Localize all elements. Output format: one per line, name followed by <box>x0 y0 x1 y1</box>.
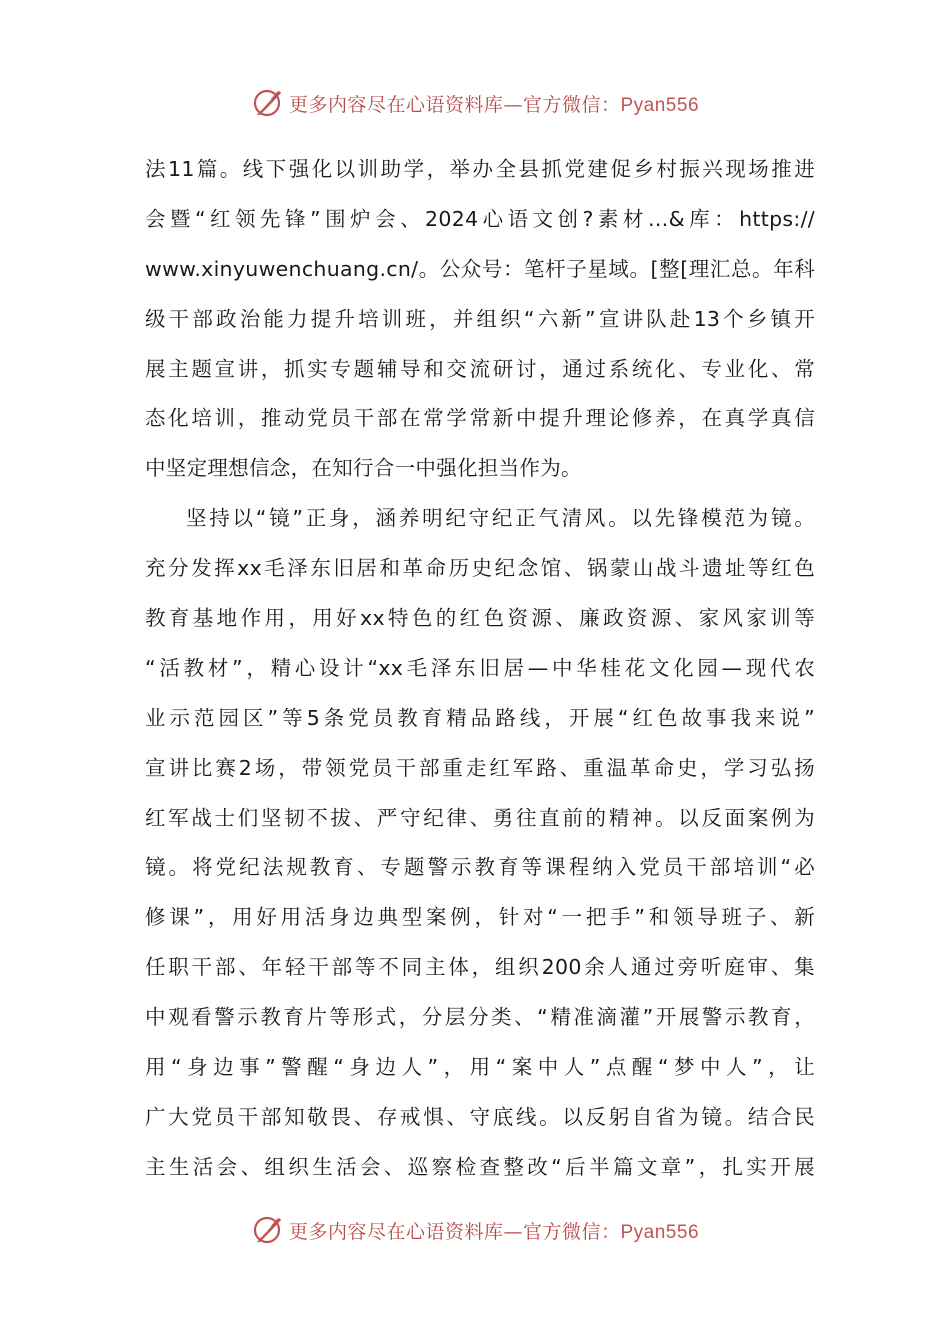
text-line: 镜。将党纪法规教育、专题警示教育等课程纳入党员干部培训“必 <box>145 855 815 880</box>
text-line: 宣讲比赛2场，带领党员干部重走红军路、重温革命史，学习弘扬 <box>145 755 815 780</box>
text-line: 广大党员干部知敬畏、存戒惧、守底线。以反躬自省为镜。结合民 <box>145 1104 815 1129</box>
text-line: 中观看警示教育片等形式，分层分类、“精准滴灌”开展警示教育， <box>145 1005 815 1030</box>
paragraph-1 <box>145 149 815 498</box>
text-line: 中坚定理想信念，在知行合一中强化担当作为。 <box>145 456 582 481</box>
paragraph-2 <box>145 498 815 1196</box>
text-line: 级干部政治能力提升培训班，并组织“六新”宣讲队赴13个乡镇开 <box>145 306 815 331</box>
text-line: 主生活会、组织生活会、巡察检查整改“后半篇文章”，扎实开展 <box>145 1154 815 1179</box>
footer-banner <box>0 1210 950 1250</box>
wechat-id: Pyan556 <box>620 1221 700 1243</box>
text-line: 修课”，用好用活身边典型案例，针对“一把手”和领导班子、新 <box>145 905 815 930</box>
text-line: 教育基地作用，用好xx特色的红色资源、廉政资源、家风家训等 <box>145 606 815 631</box>
footer-banner-text: 更多内容尽在心语资料库—官方微信：Pyan556 <box>288 1220 700 1243</box>
text-line: 业示范园区”等5条党员教育精品路线，开展“红色故事我来说” <box>145 705 815 730</box>
text-line: 法11篇。线下强化以训助学，举办全县抓党建促乡村振兴现场推进 <box>145 157 815 181</box>
text-line: 任职干部、年轻干部等不同主体，组织200余人通过旁听庭审、集 <box>145 955 815 980</box>
quill-pen-circle-icon <box>251 86 285 120</box>
text-line: “活教材”，精心设计“xx毛泽东旧居—中华桂花文化园—现代农 <box>145 655 815 680</box>
text-line: 坚持以“镜”正身，涵养明纪守纪正气清风。以先锋模范为镜。 <box>186 506 815 531</box>
text-line: 会暨“红领先锋”围炉会、2024心语文创?素材…&库：https:// <box>145 206 815 231</box>
text-line: 用“身边事”警醒“身边人”，用“案中人”点醒“梦中人”，让 <box>145 1055 815 1080</box>
quill-pen-circle-icon <box>251 1213 285 1247</box>
header-banner <box>0 83 950 123</box>
wechat-id: Pyan556 <box>620 94 700 116</box>
text-line: 红军战士们坚韧不拔、严守纪律、勇往直前的精神。以反面案例为 <box>145 805 815 830</box>
text-line: www.xinyuwenchuang.cn/。公众号：笔杆子星域。[整[理汇总。年科 <box>145 256 815 281</box>
text-line: 展主题宣讲，抓实专题辅导和交流研讨，通过系统化、专业化、常 <box>145 356 815 381</box>
text-line: 充分发挥xx毛泽东旧居和革命历史纪念馆、锅蒙山战斗遗址等红色 <box>145 556 815 581</box>
document-body <box>145 149 815 1197</box>
text-line: 态化培训，推动党员干部在常学常新中提升理论修养，在真学真信 <box>145 406 815 431</box>
header-banner-text: 更多内容尽在心语资料库—官方微信：Pyan556 <box>288 93 700 116</box>
